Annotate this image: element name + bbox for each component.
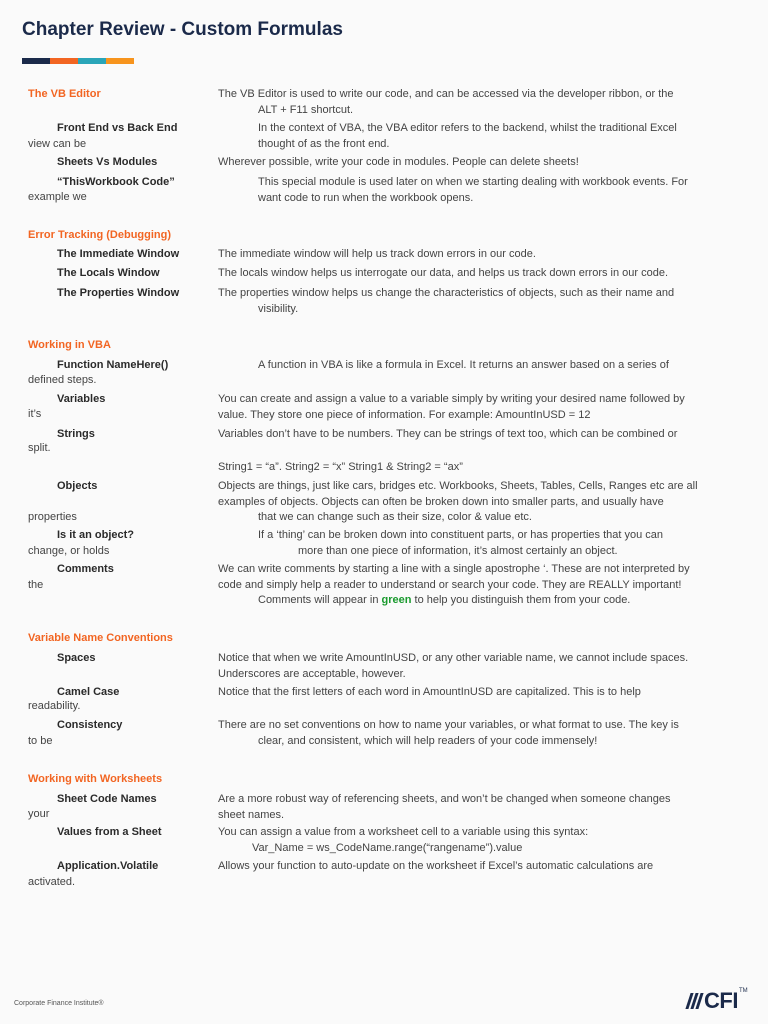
strings-description: Variables don’t have to be numbers. They can be strings of text too, which can be combined or [218,428,678,440]
is-object-wrap: change, or holds [28,545,110,557]
footer-copyright: Corporate Finance Institute® [14,1000,104,1007]
green-word: green [381,594,412,606]
logo-trademark: TM [738,988,748,994]
section-error-tracking: Error Tracking (Debugging) [28,229,172,241]
logo-bars-icon [688,993,701,1009]
vb-editor-description: The VB Editor is used to write our code, and can be accessed via the developer ribbon, or the ALT + F11 shortcut. [218,88,674,116]
strings-wrap: split. [28,442,51,454]
thisworkbook-wrap: example we [28,191,87,203]
strings-example: String1 = “a”. String2 = “x” String1 & String2 = “ax” [218,461,463,473]
front-end-description: In the context of VBA, the VBA editor refers to the backend, whilst the traditional Excel thought of as the front end. [258,122,677,150]
comments-description: We can write comments by starting a line with a single apostrophe ‘. These are not interpreted by code and simply help a reader to understand or search your code. They are REALLY important! Comments will appear in green to help you distinguish them from your code. [218,563,690,606]
cfi-logo [688,988,748,1014]
term-front-end: Front End vs Back End [57,122,178,134]
term-values-from-sheet: Values from a Sheet [57,826,162,838]
consistency-description: There are no set conventions on how to name your variables, or what format to use. The key is clear, and consistent, which will help readers of your code immensely! [218,719,679,747]
term-is-object: Is it an object? [57,529,135,541]
term-strings: Strings [57,428,95,440]
function-description: A function in VBA is like a formula in Excel. It returns an answer based on a series of [258,359,669,371]
is-object-description: If a ‘thing’ can be broken down into constituent parts, or has properties that you can more than one piece of information, it’s almost certainly an object. [258,529,664,557]
term-immediate-window: The Immediate Window [57,248,180,260]
sheets-modules-description: Wherever possible, write your code in modules. People can delete sheets! [218,156,579,168]
camel-case-wrap: readability. [28,700,81,712]
front-end-wrap: view can be [28,138,87,150]
application-volatile-wrap: activated. [28,876,76,888]
function-wrap: defined steps. [28,374,97,386]
sheet-code-names-wrap: your [28,808,50,820]
section-working-vba: Working in VBA [28,339,111,351]
spaces-description: Notice that when we write AmountInUSD, or any other variable name, we cannot include spaces. Underscores are acceptable, however. [218,652,689,680]
term-thisworkbook: “ThisWorkbook Code” [57,176,175,188]
color-accent-bar [22,58,134,64]
section-naming: Variable Name Conventions [28,632,173,644]
term-locals-window: The Locals Window [57,267,160,279]
objects-description: Objects are things, just like cars, bridges etc. Workbooks, Sheets, Tables, Cells, Ranges etc are all examples of objects. Objects can often be broken down into smaller parts, and usually have that we can change such as their size, color & value etc. [218,480,698,523]
objects-wrap: properties [28,511,77,523]
term-application-volatile: Application.Volatile [57,860,159,872]
section-vb-editor: The VB Editor [28,88,101,100]
immediate-window-description: The immediate window will help us track down errors in our code. [218,248,536,260]
term-camel-case: Camel Case [57,686,120,698]
logo-text: CFI [704,988,738,1013]
section-worksheets: Working with Worksheets [28,773,163,785]
term-function: Function NameHere() [57,359,169,371]
properties-window-description: The properties window helps us change the characteristics of objects, such as their name and visibility. [218,287,675,315]
sheet-code-names-description: Are a more robust way of referencing sheets, and won’t be changed when someone changes sheet names. [218,793,671,821]
locals-window-description: The locals window helps us interrogate our data, and helps us track down errors in our code. [218,267,669,279]
term-comments: Comments [57,563,114,575]
page-title: Chapter Review - Custom Formulas [22,19,343,40]
term-properties-window: The Properties Window [57,287,180,299]
term-sheets-modules: Sheets Vs Modules [57,156,158,168]
term-consistency: Consistency [57,719,123,731]
term-objects: Objects [57,480,98,492]
comments-wrap: the [28,579,44,591]
thisworkbook-description: This special module is used later on when we starting dealing with workbook events. For want code to run when the workbook opens. [258,176,688,204]
term-spaces: Spaces [57,652,96,664]
term-variables: Variables [57,393,106,405]
variables-description: You can create and assign a value to a variable simply by writing your desired name followed by value. They store one piece of information. For example: AmountInUSD = 12 [218,393,685,421]
values-from-sheet-description: You can assign a value from a worksheet cell to a variable using this syntax: Var_Name = ws_CodeName.range(“rangename”).value [218,826,589,854]
consistency-wrap: to be [28,735,53,747]
camel-case-description: Notice that the first letters of each word in AmountInUSD are capitalized. This is to help [218,686,641,698]
application-volatile-description: Allows your function to auto-update on the worksheet if Excel’s automatic calculations are [218,860,654,872]
term-sheet-code-names: Sheet Code Names [57,793,157,805]
variables-wrap: it’s [28,408,42,420]
